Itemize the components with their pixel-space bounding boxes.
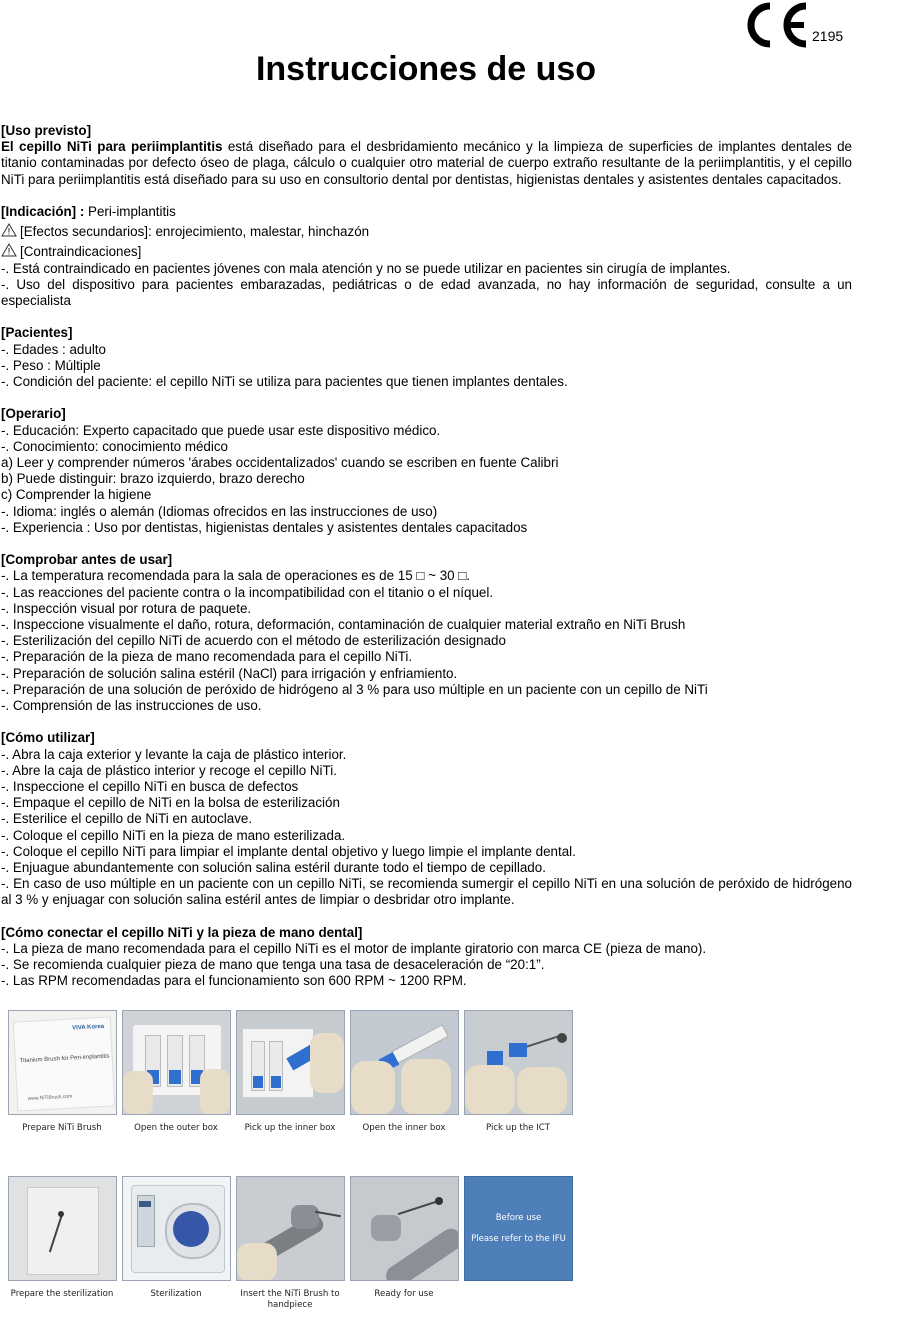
- page-title: Instrucciones de uso: [255, 50, 597, 88]
- photo-caption: Open the inner box: [362, 1123, 446, 1133]
- photo-pick-up-inner-box: [236, 1010, 345, 1115]
- list-item: -. Inspección visual por rotura de paquete.: [1, 600, 252, 616]
- photo-open-inner-box: [350, 1010, 459, 1115]
- list-item: -. La temperatura recomendada para la sala de operaciones es de 15 □ ~ 30 □.: [1, 568, 471, 584]
- section-heading: [Uso previsto]: [1, 123, 92, 138]
- photo-caption: Insert the NiTi Brush to handpiece: [240, 1289, 340, 1310]
- list-item: -. Esterilización del cepillo NiTi de acuerdo con el método de esterilización designado: [1, 633, 506, 649]
- photo-ready-for-use: [350, 1176, 459, 1281]
- side-effects: [Efectos secundarios]: enrojecimiento, malestar, hinchazón: [20, 224, 370, 240]
- photo-caption: Pick up the inner box: [244, 1123, 336, 1133]
- ce-number: 2195: [812, 28, 844, 44]
- section-heading: [Cómo utilizar]: [1, 730, 95, 746]
- list-item: -. Idioma: inglés o alemán (Idiomas ofrecidos en las instrucciones de uso): [1, 503, 438, 519]
- section-heading: [Indicación] :: [1, 204, 85, 219]
- list-item: -. Experiencia : Uso por dentistas, higienistas dentales y asistentes dentales capacitados: [1, 519, 528, 535]
- paragraph-text: está diseñado para el desbridamiento mecánico y la limpieza de superficies de implantes dentales de titanio contaminadas por defecto óseo de plaga, cálculo o cualquier otro material de cuerpo extraño resultante de la periimplantitis, y el cepillo NiTi para periimplantitis está diseñado para su uso en consultorio dental por dentistas, higienistas dentales y asistentes dentales capacitados.: [1, 139, 852, 187]
- list-item: -. Preparación de la pieza de mano recomendada para el cepillo NiTi.: [1, 649, 413, 665]
- photo-caption: Sterilization: [150, 1289, 202, 1299]
- before-use-label: Before use: [495, 1213, 542, 1223]
- section-como-utilizar: [1, 730, 852, 908]
- list-item: -. Empaque el cepillo de NiTi en la bolsa de esterilización: [1, 795, 340, 811]
- list-item: -. Coloque el cepillo NiTi en la pieza de mano esterilizada.: [1, 827, 346, 843]
- before-use-box: [464, 1176, 573, 1281]
- photo-prepare-sterilization: [8, 1176, 117, 1281]
- list-item: -. Preparación de solución salina estéril (NaCl) para irrigación y enfriamiento.: [1, 665, 458, 681]
- list-item: b) Puede distinguir: brazo izquierdo, brazo derecho: [1, 471, 305, 487]
- photo-open-outer-box: [122, 1010, 231, 1115]
- photo-caption: Ready for use: [374, 1289, 434, 1299]
- photo-pick-up-ict: [464, 1010, 573, 1115]
- list-item: -. Enjuague abundantemente con solución salina estéril durante todo el tiempo de cepillado.: [1, 860, 546, 876]
- warning-icon: [1, 243, 17, 257]
- list-item: -. En caso de uso múltiple en un paciente con un cepillo NiTi, se recomienda sumergir el cepillo NiTi en una solución de peróxido de hidrógeno al 3 % y enjuagar con solución salina estéril antes de limpiar o desbridar otro implante.: [1, 876, 852, 908]
- side-effects-line: [1, 223, 852, 240]
- section-heading: [Cómo conectar el cepillo NiTi y la pieza de mano dental]: [1, 924, 363, 940]
- photo-caption: Prepare the sterilization: [10, 1289, 114, 1299]
- section-operario: [1, 406, 852, 536]
- photo-prepare-niti-brush: [8, 1010, 117, 1115]
- contraindications-line: [1, 243, 852, 260]
- list-item: -. Conocimiento: conocimiento médico: [1, 438, 229, 454]
- section-heading: [Pacientes]: [1, 325, 73, 341]
- list-item: -. Edades : adulto: [1, 341, 106, 357]
- section-indicacion: [1, 204, 852, 309]
- photo-caption: Open the outer box: [134, 1123, 218, 1133]
- list-item: -. Abre la caja de plástico interior y recoge el cepillo NiTi.: [1, 762, 337, 778]
- photo-caption: Pick up the ICT: [485, 1123, 551, 1133]
- list-item: -. Uso del dispositivo para pacientes embarazadas, pediátricas o de edad avanzada, no hay información de seguridad, consulte a un especialista: [1, 276, 852, 309]
- list-item: -. Condición del paciente: el cepillo NiTi se utiliza para pacientes que tienen implantes dentales.: [1, 374, 568, 390]
- refer-ifu-label: Please refer to the IFU: [471, 1234, 566, 1244]
- list-item: -. Las reacciones del paciente contra o la incompatibilidad con el titanio o el níquel.: [1, 584, 494, 600]
- ce-mark-icon: [740, 2, 810, 48]
- list-item: -. Preparación de una solución de peróxido de hidrógeno al 3 % para uso múltiple en un paciente con un cepillo de NiTi: [1, 681, 708, 697]
- paragraph: [1, 139, 852, 188]
- photo-steps: [8, 1010, 588, 1330]
- list-item: -. Las RPM recomendadas para el funcionamiento son 600 RPM ~ 1200 RPM.: [1, 973, 467, 989]
- list-item: -. Abra la caja exterior y levante la caja de plástico interior.: [1, 746, 347, 762]
- section-uso-previsto: [1, 123, 852, 188]
- section-pacientes: [1, 325, 852, 390]
- list-item: -. Peso : Múltiple: [1, 357, 101, 373]
- photo-sterilization: [122, 1176, 231, 1281]
- section-heading: [Operario]: [1, 406, 66, 422]
- list-item: -. Está contraindicado en pacientes jóvenes con mala atención y no se puede utilizar en pacientes sin cirugía de implantes.: [1, 260, 731, 276]
- photo-insert-brush: [236, 1176, 345, 1281]
- product-name: El cepillo NiTi para periimplantitis: [1, 139, 223, 155]
- photo-caption: Prepare NiTi Brush: [22, 1123, 102, 1133]
- list-item: -. Coloque el cepillo NiTi para limpiar el implante dental objetivo y luego limpie el implante dental.: [1, 843, 576, 859]
- box-label: Titanium Brush for Peri-implantitis: [19, 1053, 110, 1065]
- contraindications-heading: [Contraindicaciones]: [20, 244, 142, 260]
- section-conectar: [1, 925, 852, 990]
- list-item: -. Educación: Experto capacitado que puede usar este dispositivo médico.: [1, 422, 441, 438]
- list-item: c) Comprender la higiene: [1, 487, 152, 503]
- indication-line: [1, 204, 852, 220]
- section-comprobar: [1, 552, 852, 714]
- brand-logo: VIVA Korea: [71, 1023, 105, 1032]
- list-item: -. Se recomienda cualquier pieza de mano que tenga una tasa de desaceleración de “20:1”.: [1, 957, 545, 973]
- box-url: www.NiTiBrush.com: [27, 1093, 73, 1102]
- section-heading: [Comprobar antes de usar]: [1, 552, 173, 568]
- list-item: -. Esterilice el cepillo de NiTi en autoclave.: [1, 811, 253, 827]
- document-body: [1, 123, 852, 990]
- warning-icon: [1, 223, 17, 237]
- product-box: [13, 1016, 116, 1111]
- list-item: -. Comprensión de las instrucciones de uso.: [1, 698, 262, 714]
- list-item: -. Inspeccione el cepillo NiTi en busca de defectos: [1, 779, 299, 795]
- indication-value: Peri-implantitis: [84, 204, 176, 219]
- list-item: -. La pieza de mano recomendada para el cepillo NiTi es el motor de implante giratorio con marca CE (pieza de mano).: [1, 941, 707, 957]
- list-item: -. Inspeccione visualmente el daño, rotura, deformación, contaminación de cualquier material extraño en NiTi Brush: [1, 617, 686, 633]
- list-item: a) Leer y comprender números 'árabes occidentalizados' cuando se escriben en fuente Calibri: [1, 455, 559, 471]
